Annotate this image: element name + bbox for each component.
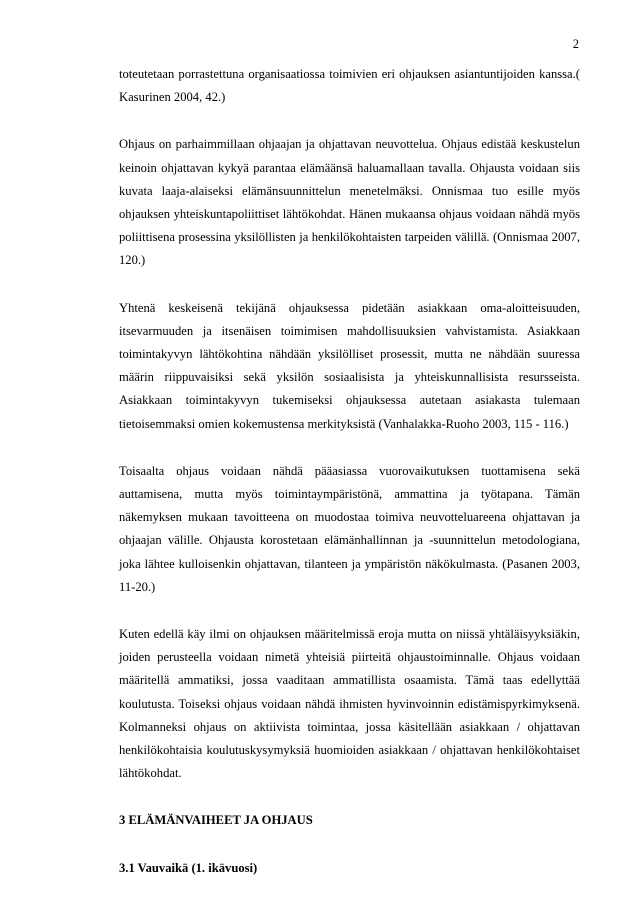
paragraph-ohjaus-neuvottelu: Ohjaus on parhaimmillaan ohjaajan ja ohjattavan neuvottelua. Ohjaus edistää keskustelun keinoin ohjattavan kykyä parantaa elämäänsä haluamallaan tavalla. Ohjausta voidaan siis kuvata laaja-alaiseksi elämänsuunnittelun menetelmäksi. Onnismaa tuo esille myös ohjauksen yhteiskuntapoliittiset lähtökohdat. Hänen mukaansa ohjaus voidaan nähdä myös poliittisena prosessina yksilöllisten ja henkilökohtaisten tarpeiden välillä. (Onnismaa 2007, 120.) (119, 137, 580, 268)
paragraph-keskeinen-tekija: Yhtenä keskeisenä tekijänä ohjauksessa pidetään asiakkaan oma-aloitteisuuden, itsevarmuuden ja itsenäisen toimimisen mahdollisuuksien vahvistamista. Asiakkaan toimintakyvyn lähtökohtina nähdään yksilölliset prosessit, mutta ne nähdään suuressa määrin riippuvaisiksi sekä yksilön sosiaalisista ja yhteiskunnallisista resursseista. Asiakkaan toimintakyvyn tukemiseksi ohjauksessa autetaan asiakasta tulemaan tietoisemmaksi omien kokemustensa merkityksistä (Vanhalakka-Ruoho 2003, 115 - 116.) (119, 300, 580, 431)
section-heading: 3 ELÄMÄNVAIHEET JA OHJAUS (119, 813, 313, 828)
subsection-heading: 3.1 Vauvaikä (1. ikävuosi) (119, 860, 258, 875)
document-body (119, 63, 580, 880)
paragraph-continuation: toteutetaan porrastettuna organisaatiossa toimivien eri ohjauksen asiantuntijoiden kanssa.( Kasurinen 2004, 42.) (119, 67, 580, 105)
paragraph-toisaalta: Toisaalta ohjaus voidaan nähdä pääasiassa vuorovaikutuksen tuottamisena sekä auttamisena, mutta myös toimintaympäristönä, ammattina ja työtapana. Tämän näkemyksen mukaan tavoitteena on muodostaa toimiva neuvotteluareena ohjattavan ja ohjaajan välille. Ohjausta korostetaan elämänhallinnan ja -suunnittelun metodologiana, joka lähtee kulloisenkin ohjattavan, tilanteen ja ympäristön näkökulmasta. (Pasanen 2003, 11-20.) (119, 463, 580, 594)
page-number: 2 (572, 37, 579, 51)
paragraph-kuten-edella: Kuten edellä käy ilmi on ohjauksen määritelmissä eroja mutta on niissä yhtäläisyyksiäkin, joiden perusteella voidaan nimetä yhteisiä piirteitä ohjaustoiminnalle. Ohjaus voidaan määritellä ammatiksi, jossa vaaditaan ammatillista osaamista. Tämä taas edellyttää koulutusta. Toiseksi ohjaus voidaan nähdä ihmisten hyvinvoinnin edistämispyrkimyksenä. Kolmanneksi ohjaus on aktiivista toimintaa, jossa käsitellään asiakkaan / ohjattavan henkilökohtaisia koulutuskysymyksiä huomioiden asiakkaan / ohjattavan henkilökohtaiset lähtökohdat. (119, 627, 580, 781)
